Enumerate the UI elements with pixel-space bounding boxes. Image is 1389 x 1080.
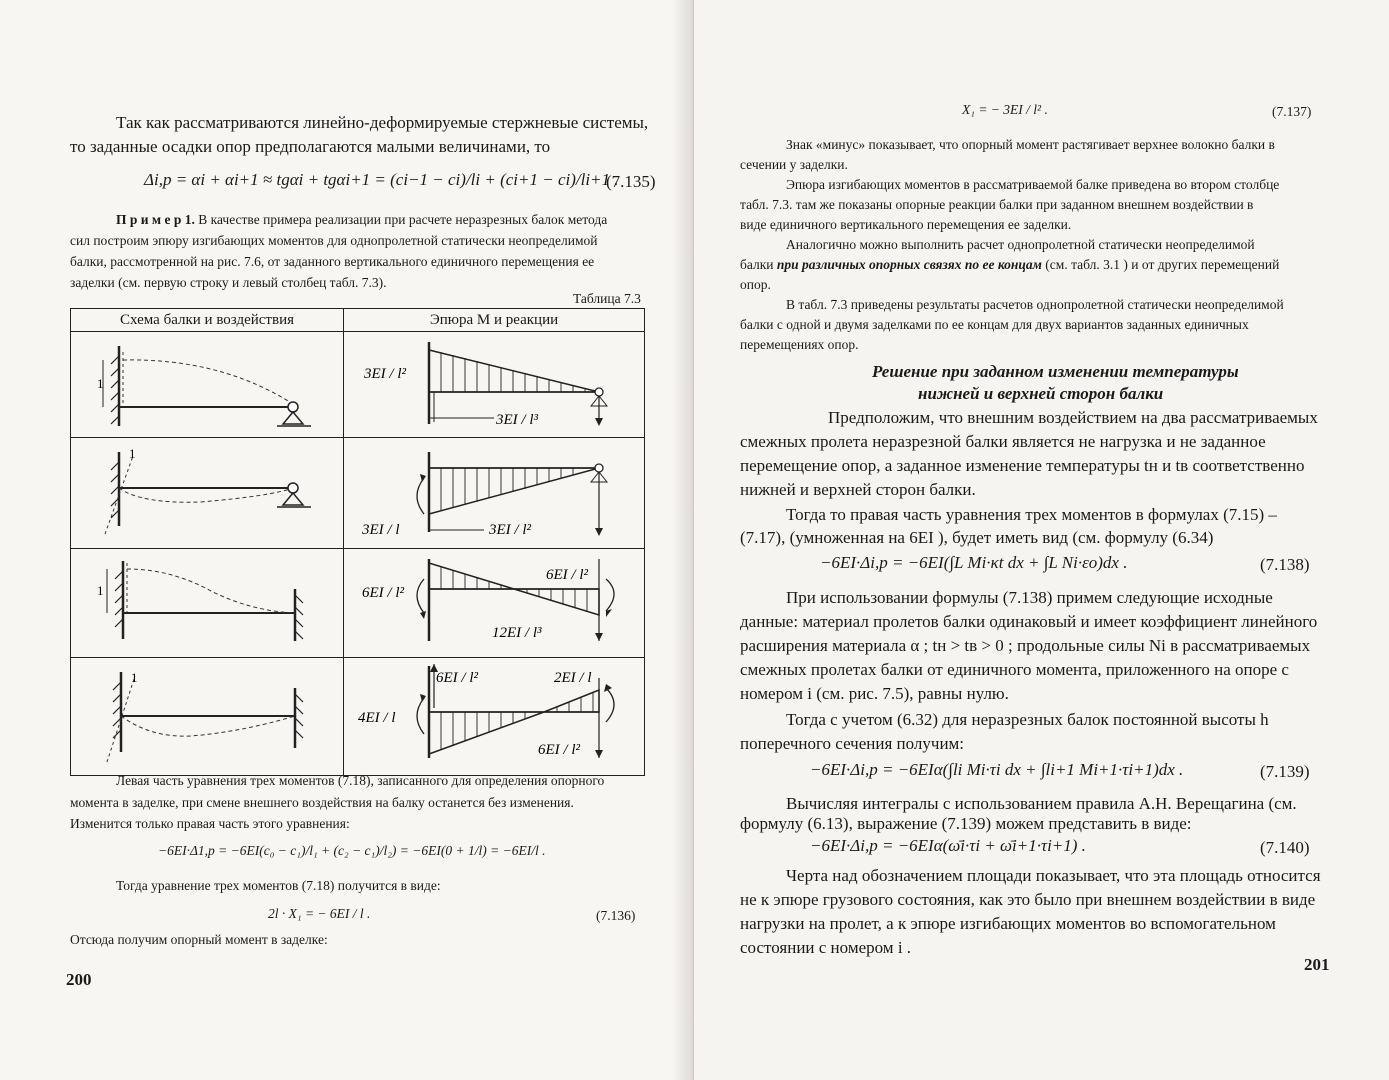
- example-text-1: В качестве примера реализации при расчете неразрезных балок метода: [198, 212, 608, 227]
- p7-line-5: номером i (см. рис. 7.5), равны нулю.: [740, 684, 1009, 703]
- p4-line-3: перемещениях опор.: [740, 337, 859, 352]
- p5-line-4: нижней и верхней сторон балки.: [740, 480, 976, 499]
- equation-7136: 2l · X₁ = − 6EI / l .: [268, 906, 371, 921]
- moment-diagram-right: [544, 690, 599, 712]
- right-page: [694, 0, 1389, 1080]
- row1-diagram-svg: [344, 332, 644, 432]
- p4-line-2: балки с одной и двумя заделками по ее концам для двух вариантов заданных единичных: [740, 317, 1249, 332]
- row1-scheme-svg: [71, 332, 343, 432]
- p8-line-2: поперечного сечения получим:: [740, 734, 965, 753]
- label-reaction: 3EI / l²: [489, 522, 531, 538]
- p6-line-1: Тогда то правая часть уравнения трех моментов в формулах (7.15) –: [786, 505, 1277, 524]
- equation-7137: X₁ = − 3EI / l² .: [962, 102, 1048, 117]
- label-moment-right: 6EI / l²: [546, 567, 588, 583]
- p3-line-1: Аналогично можно выполнить расчет однопролетной статически неопределимой: [786, 237, 1255, 252]
- row1-diagram-cell: [344, 332, 645, 438]
- p9-line-2: формулу (6.13), выражение (7.139) можем представить в виде:: [740, 814, 1192, 833]
- moment-diagram-left: [429, 712, 544, 754]
- row3-scheme-cell: [71, 549, 344, 658]
- p5-line-2: смежных пролета неразрезной балки является не нагрузка и не заданное: [740, 432, 1266, 451]
- unit-label: 1: [97, 376, 104, 391]
- moment-arrow: [417, 478, 424, 514]
- equation-7139: −6EI·Δi,p = −6EIα(∫li Mi·τi dx + ∫li+1 Mi+1·τi+1)dx .: [810, 760, 1184, 779]
- p6-line-2: (7.17), (умноженная на 6EI ), будет иметь вид (см. формулу (6.34): [740, 528, 1214, 547]
- label-moment-right: 2EI / l: [554, 670, 592, 686]
- row1-scheme-cell: [71, 332, 344, 438]
- p1-line-1: Знак «минус» показывает, что опорный момент растягивает верхнее волокно балки в: [786, 137, 1275, 152]
- unit-label: 1: [129, 446, 136, 461]
- p9-line-1: Вычисляя интегралы с использованием правила А.Н. Верещагина (см.: [786, 794, 1297, 813]
- p7-line-3: расширения материала α ; tн > tв > 0 ; продольные силы Ni в рассматриваемых: [740, 636, 1311, 655]
- after-line-3: Изменится только правая часть этого уравнения:: [70, 816, 350, 831]
- unit-label: 1: [131, 670, 138, 685]
- table-7-3: [70, 308, 645, 776]
- pin-support: [288, 402, 298, 412]
- p3-emphasis: при различных опорных связях по ее концам: [776, 257, 1042, 272]
- equation-7137-number: (7.137): [1272, 104, 1312, 119]
- example-heading: П р и м е р 1.: [116, 212, 195, 227]
- example-line-4: заделки (см. первую строку и левый столбец табл. 7.3).: [70, 275, 387, 290]
- p4-line-1: В табл. 7.3 приведены результаты расчетов однопролетной статически неопределимой: [786, 297, 1284, 312]
- row3-scheme-svg: [71, 549, 343, 652]
- label-moment-left: 6EI / l²: [362, 585, 404, 601]
- section-heading-2: нижней и верхней сторон балки: [918, 384, 1164, 403]
- page-number-left: 200: [66, 970, 92, 989]
- moment-diagram: [429, 350, 599, 392]
- p10-line-3: нагрузки на пролет, а к эпюре изгибающих моментов во вспомогательном: [740, 914, 1276, 933]
- final-line: Отсюда получим опорный момент в заделке:: [70, 932, 328, 947]
- equation-right-part: −6EI·Δ1,p = −6EI(c₀ − c₁)/l₁ + (c₂ − c₁)/l₂) = −6EI(0 + 1/l) = −6EI/l .: [158, 843, 546, 858]
- section-heading-1: Решение при заданном изменении температуры: [872, 362, 1239, 381]
- label-reaction-bottom: 6EI / l²: [538, 742, 580, 758]
- table-header-diagram: Эпюра M и реакции: [344, 309, 645, 332]
- after-line-2: момента в заделке, при смене внешнего воздействия на балку останется без изменения.: [70, 795, 574, 810]
- intro-line-1: Так как рассматриваются линейно-деформируемые стержневые системы,: [116, 113, 649, 132]
- label-reaction: 3EI / l³: [496, 412, 538, 428]
- p8-line-1: Тогда с учетом (6.32) для неразрезных балок постоянной высоты h: [786, 710, 1269, 729]
- row3-diagram-svg: [344, 549, 644, 652]
- label-reaction-top: 6EI / l²: [436, 670, 478, 686]
- p2-line-1: Эпюра изгибающих моментов в рассматриваемой балке приведена во втором столбце: [786, 177, 1280, 192]
- p10-line-1: Черта над обозначением площади показывает, что эта площадь относится: [786, 866, 1321, 885]
- label-moment-left: 3EI / l²: [364, 366, 406, 382]
- p7-line-4: смежных пролетах балки от единичного момента, приложенного на опоре с: [740, 660, 1289, 679]
- equation-7135-number: (7.135): [606, 172, 656, 191]
- p10-line-2: не к эпюре грузового состояния, как это было при внешнем воздействии в виде: [740, 890, 1316, 909]
- row4-scheme-svg: [71, 658, 343, 770]
- equation-7140: −6EI·Δi,p = −6EIα(ω̄i·τi + ω̄i+1·τi+1) .: [810, 836, 1086, 855]
- equation-7138-number: (7.138): [1260, 555, 1310, 574]
- p3-text-a: балки: [740, 257, 777, 272]
- page-number-right: 201: [1304, 955, 1330, 974]
- row2-scheme-svg: [71, 438, 343, 543]
- label-moment-left: 3EI / l: [362, 522, 400, 538]
- moment-diagram: [429, 468, 599, 514]
- row4-diagram-svg: [344, 658, 644, 770]
- table-title: Таблица 7.3: [573, 291, 641, 306]
- equation-7138: −6EI·Δi,p = −6EI(∫L Mi·κt dx + ∫L Ni·εo)dx .: [820, 553, 1128, 572]
- equation-7139-number: (7.139): [1260, 762, 1310, 781]
- equation-7135: Δi,p = αi + αi+1 ≈ tgαi + tgαi+1 = (ci−1 − ci)/li + (ci+1 − ci)/li+1 .: [144, 170, 619, 189]
- p3-line-2: [740, 257, 1279, 273]
- row2-diagram-svg: [344, 438, 644, 543]
- p7-line-1: При использовании формулы (7.138) примем следующие исходные: [786, 588, 1273, 607]
- row4-diagram-cell: [344, 658, 645, 776]
- intro-line-2: то заданные осадки опор предполагаются малыми величинами, то: [70, 137, 551, 156]
- p2-line-2: табл. 7.3. там же показаны опорные реакции балки при заданном внешнем воздействии в: [740, 197, 1254, 212]
- equation-7136-number: (7.136): [596, 908, 636, 923]
- p5-line-3: перемещение опор, а заданное изменение температуры tн и tв соответственно: [740, 456, 1305, 475]
- label-reaction: 12EI / l³: [492, 625, 542, 641]
- example-line-2: сил построим эпюру изгибающих моментов для однопролетной статически неопределимой: [70, 233, 598, 248]
- p5-line-1: Предположим, что внешним воздействием на два рассматриваемых: [828, 408, 1318, 427]
- p10-line-4: состоянии с номером i .: [740, 938, 912, 957]
- row3-diagram-cell: [344, 549, 645, 658]
- left-page: [0, 0, 694, 1080]
- p7-line-2: данные: материал пролетов балки одинаковый и имеет коэффициент линейного: [740, 612, 1318, 631]
- after-line-1: Левая часть уравнения трех моментов (7.18), записанного для определения опорного: [116, 773, 605, 788]
- p3-text-b: (см. табл. 3.1 ) и от других перемещений: [1041, 257, 1280, 272]
- p3-line-3: опор.: [740, 277, 771, 292]
- row2-scheme-cell: [71, 438, 344, 549]
- example-line-3: балки, рассмотренной на рис. 7.6, от заданного вертикального единичного перемещения ее: [70, 254, 595, 269]
- unit-label: 1: [97, 583, 104, 598]
- table-header-scheme: Схема балки и воздействия: [71, 309, 344, 332]
- then-line: Тогда уравнение трех моментов (7.18) получится в виде:: [116, 878, 441, 893]
- label-moment-left: 4EI / l: [358, 710, 396, 726]
- p2-line-3: виде единичного вертикального перемещения ее заделки.: [740, 217, 1072, 232]
- example-line-1: [116, 212, 607, 228]
- row2-diagram-cell: [344, 438, 645, 549]
- deformed-line: [123, 360, 293, 404]
- row4-scheme-cell: [71, 658, 344, 776]
- p1-line-2: сечении у заделки.: [740, 157, 848, 172]
- equation-7140-number: (7.140): [1260, 838, 1310, 857]
